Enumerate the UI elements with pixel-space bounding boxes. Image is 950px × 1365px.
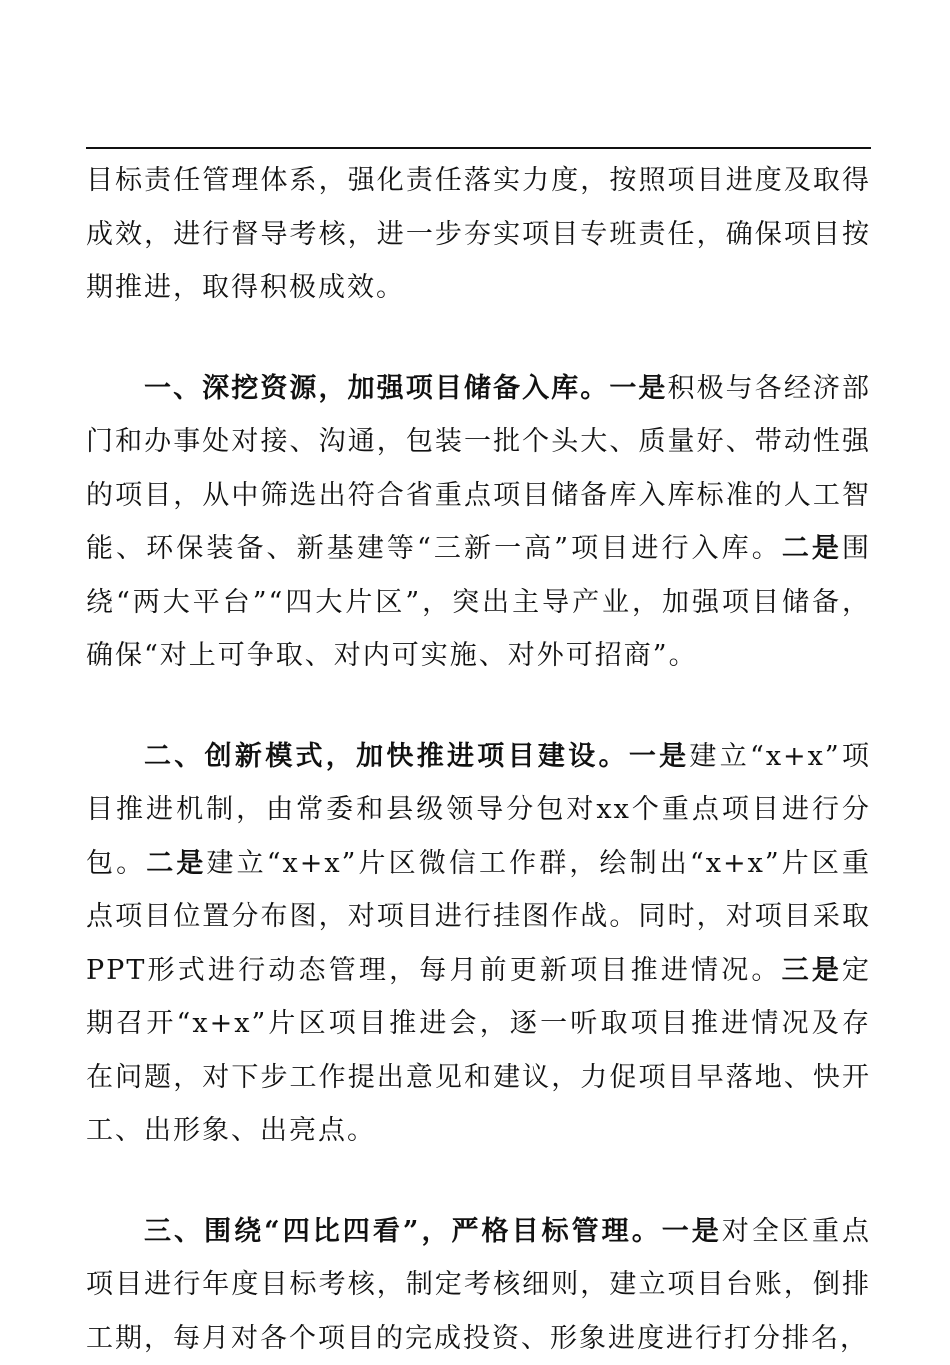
continuation-text: 目标责任管理体系，强化责任落实力度，按照项目进度及取得成效，进行督导考核，进一步夯实项目专班责任，确保项目按期推进，取得积极成效。 [86,165,871,303]
section-1-point-1-label: 一是 [609,373,667,404]
section-1-heading: 一、深挖资源，加强项目储备入库。 [144,373,609,404]
paragraph-section-2 [86,730,871,1158]
section-2-heading: 二、创新模式，加快推进项目建设。 [144,741,629,772]
section-1-point-2-text: 围绕“两大平台”“四大片区”，突出主导产业，加强项目储备，确保“对上可争取、对内可实施、对外可招商”。 [86,533,871,671]
paragraph-section-1 [86,362,871,683]
header-rule [86,147,871,149]
section-3-point-1-text: 对全区重点项目进行年度目标考核，制定考核细则，建立项目台账，倒排工期，每月对各个项目的完成投资、形象进度进行打分排名， [86,1216,871,1354]
section-2-point-1-label: 一是 [629,741,690,772]
paragraph-continuation [86,154,871,315]
section-3-heading: 三、围绕“四比四看”，严格目标管理。 [144,1216,662,1247]
section-2-point-2-text: 建立“x+x”片区微信工作群，绘制出“x+x”片区重点项目位置分布图，对项目进行挂图作战。同时，对项目采取PPT形式进行动态管理，每月前更新项目推进情况。 [86,848,871,986]
section-1-point-1-text: 积极与各经济部门和办事处对接、沟通，包装一批个头大、质量好、带动性强的项目，从中筛选出符合省重点项目储备库入库标准的人工智能、环保装备、新基建等“三新一高”项目进行入库。 [86,373,871,565]
section-2-point-3-label: 三是 [782,955,842,986]
section-2-point-3-text: 定期召开“x+x”片区项目推进会，逐一听取项目推进情况及存在问题，对下步工作提出意见和建议，力促项目早落地、快开工、出形象、出亮点。 [86,955,871,1147]
paragraph-section-3 [86,1205,871,1365]
section-2-point-1-text: 建立“x+x”项目推进机制，由常委和县级领导分包对xx个重点项目进行分包。 [86,741,871,879]
section-3-point-1-label: 一是 [662,1216,722,1247]
document-body [86,154,871,1365]
section-2-point-2-label: 二是 [146,848,206,879]
section-1-point-2-label: 二是 [782,533,842,564]
